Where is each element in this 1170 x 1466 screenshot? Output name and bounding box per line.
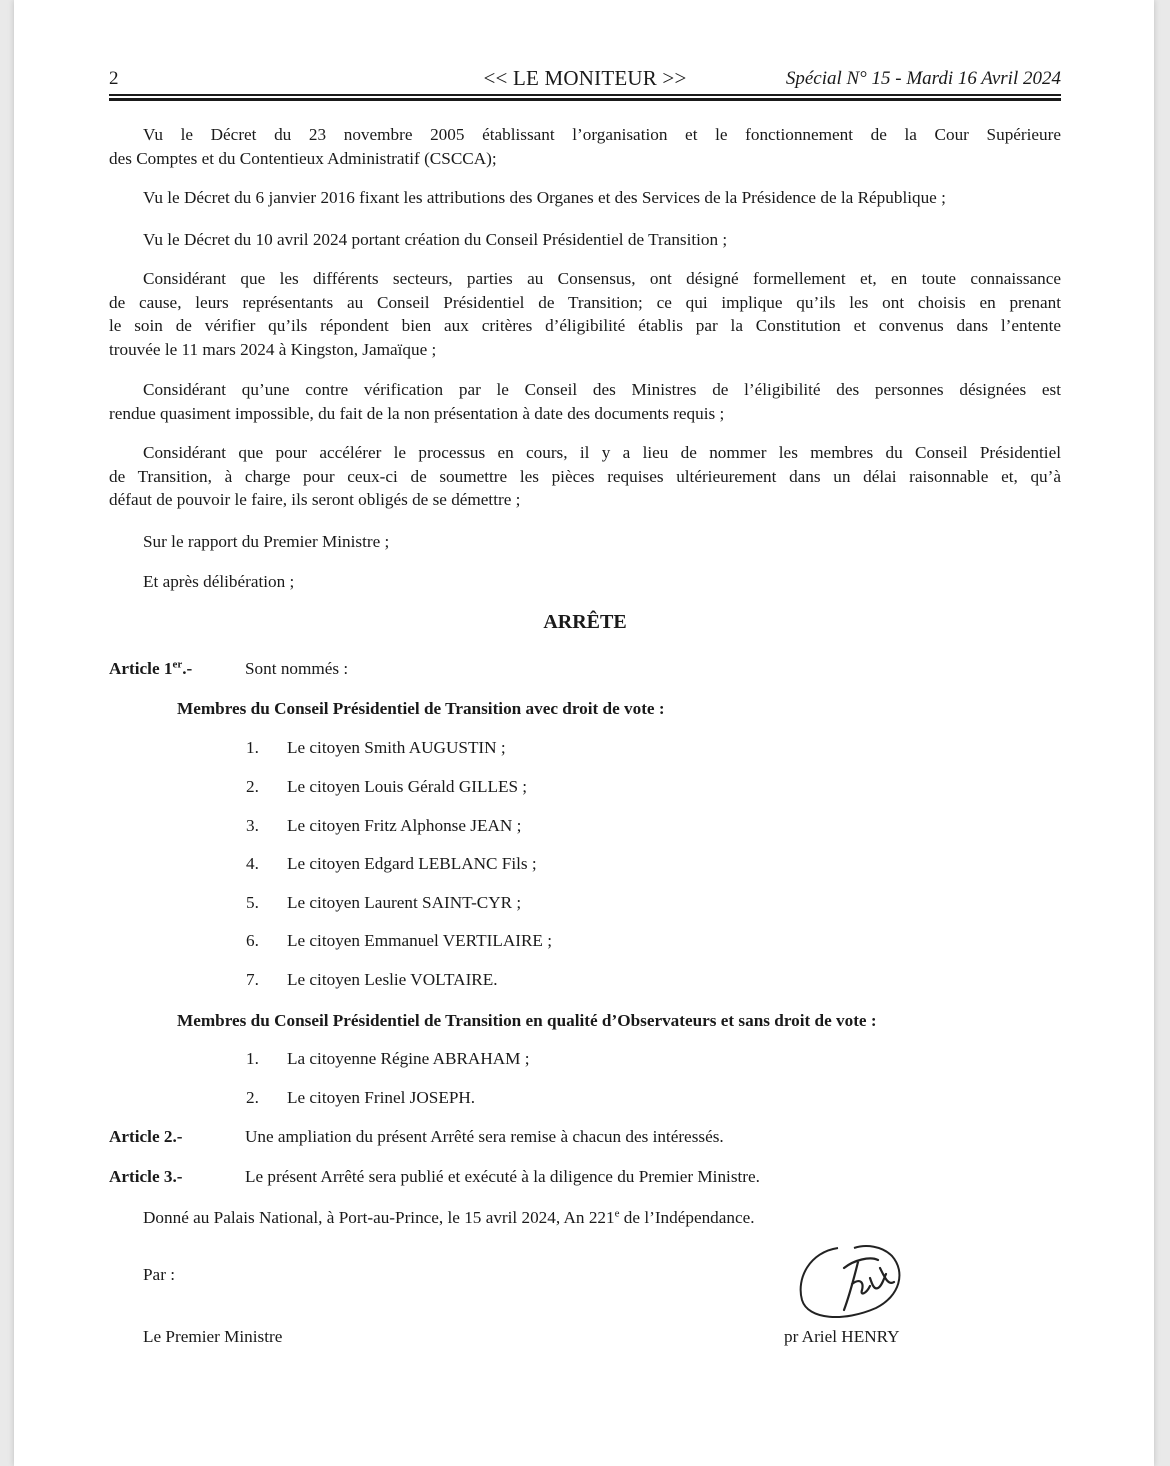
list-item: Le citoyen Smith AUGUSTIN ;	[287, 738, 506, 757]
list-item-number: 1.	[246, 1049, 259, 1068]
given-at-statement: Donné au Palais National, à Port-au-Prince, le 15 avril 2024, An 221e de l’Indépendance.	[143, 1207, 755, 1227]
list-item-number: 2.	[246, 1088, 259, 1107]
issue-info: Spécial N° 15 - Mardi 16 Avril 2024	[785, 68, 1061, 89]
list-item: Le citoyen Laurent SAINT-CYR ;	[287, 893, 522, 912]
preamble-paragraph: Vu le Décret du 6 janvier 2016 fixant les attributions des Organes et des Services de la Présidence de la République ;	[143, 188, 946, 207]
list-item: Le citoyen Edgard LEBLANC Fils ;	[287, 854, 537, 873]
signature-icon	[792, 1238, 912, 1324]
signatory-title: Le Premier Ministre	[143, 1327, 283, 1346]
voting-members-heading: Membres du Conseil Présidentiel de Transition avec droit de vote :	[177, 699, 665, 718]
page-number: 2	[109, 68, 119, 89]
document-page	[14, 0, 1154, 1466]
list-item-number: 5.	[246, 893, 259, 912]
list-item: Le citoyen Fritz Alphonse JEAN ;	[287, 816, 522, 835]
header-rule-thick	[109, 98, 1061, 101]
header-rule-thin	[109, 94, 1061, 96]
preamble-paragraph: Vu le Décret du 10 avril 2024 portant création du Conseil Présidentiel de Transition ;	[143, 230, 728, 249]
list-item-number: 4.	[246, 854, 259, 873]
article-3-text: Le présent Arrêté sera publié et exécuté à la diligence du Premier Ministre.	[245, 1167, 760, 1186]
list-item: Le citoyen Leslie VOLTAIRE.	[287, 970, 498, 989]
article-1-text: Sont nommés :	[245, 659, 349, 678]
list-item-number: 7.	[246, 970, 259, 989]
list-item: Le citoyen Frinel JOSEPH.	[287, 1088, 476, 1107]
list-item: Le citoyen Louis Gérald GILLES ;	[287, 777, 528, 796]
preamble-paragraph: Sur le rapport du Premier Ministre ;	[143, 532, 390, 551]
preamble-paragraph: Considérant qu’une contre vérification par le Conseil des Ministres de l’éligibilité des personnes désignées est rendue quasiment impossible, du fait de la non présentation à date des documents requis ;	[109, 380, 1061, 423]
observer-members-heading: Membres du Conseil Présidentiel de Transition en qualité d’Observateurs et sans droit de vote :	[177, 1011, 877, 1030]
article-2-text: Une ampliation du présent Arrêté sera remise à chacun des intéressés.	[245, 1127, 724, 1146]
preamble-paragraph: Vu le Décret du 23 novembre 2005 établissant l’organisation et le fonctionnement de la Cour Supérieure des Comptes et du Contentieux Administratif (CSCCA);	[109, 125, 1061, 168]
page-header	[109, 66, 1061, 96]
list-item-number: 3.	[246, 816, 259, 835]
masthead: << LE MONITEUR >>	[483, 66, 687, 90]
by-label: Par :	[143, 1265, 175, 1284]
decree-title: ARRÊTE	[543, 611, 627, 633]
article-1-label: Article 1er.-	[109, 658, 193, 678]
article-2-label: Article 2.-	[109, 1127, 183, 1146]
signatory-name: pr Ariel HENRY	[784, 1327, 900, 1346]
preamble-paragraph: Considérant que les différents secteurs, parties au Consensus, ont désigné formellement et, en toute connaissance de cause, leurs représentants au Conseil Présidentiel de Transition; ce qui implique qu’ils les ont choisis en prenant le soin de vérifier qu’ils répondent bien aux critères d’éligibilité établis par la Constitution et convenus dans l’entente trouvée le 11 mars 2024 à Kingston, Jamaïque ;	[109, 269, 1061, 359]
list-item: Le citoyen Emmanuel VERTILAIRE ;	[287, 931, 552, 950]
preamble-paragraph: Considérant que pour accélérer le processus en cours, il y a lieu de nommer les membres du Conseil Présidentiel de Transition, à charge pour ceux-ci de soumettre les pièces requises ultérieurement dans un délai raisonnable et, qu’à défaut de pouvoir le faire, ils seront obligés de se démettre ;	[109, 443, 1061, 509]
article-3-label: Article 3.-	[109, 1167, 183, 1186]
list-item-number: 2.	[246, 777, 259, 796]
list-item-number: 1.	[246, 738, 259, 757]
preamble-paragraph: Et après délibération ;	[143, 572, 295, 591]
list-item-number: 6.	[246, 931, 259, 950]
list-item: La citoyenne Régine ABRAHAM ;	[287, 1049, 530, 1068]
